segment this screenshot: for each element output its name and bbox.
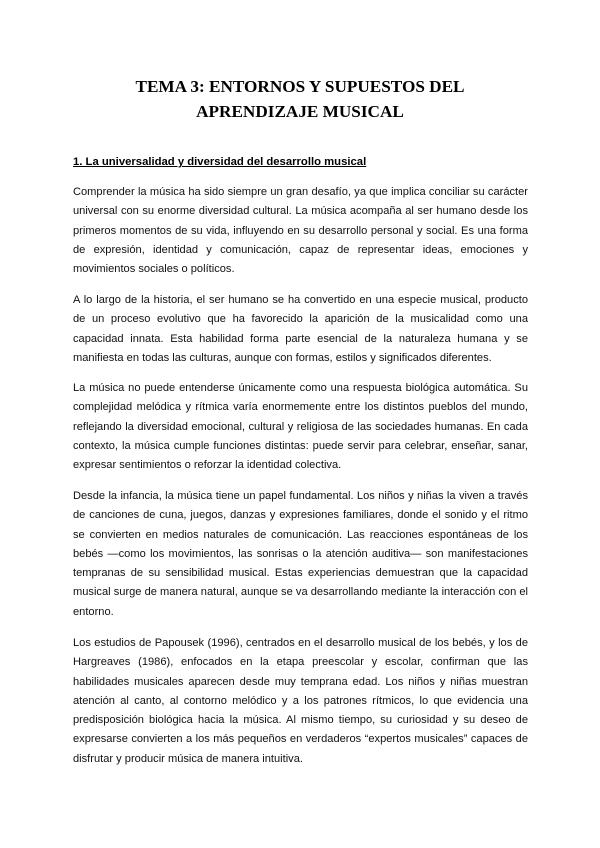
title-line-2: APRENDIZAJE MUSICAL	[196, 102, 404, 121]
title-line-1: TEMA 3: ENTORNOS Y SUPUESTOS DEL	[135, 77, 465, 96]
paragraph-1: Comprender la música ha sido siempre un gran desafío, ya que implica conciliar su carácter universal con su enorme diversidad cultural. La música acompaña al ser humano desde los primeros momentos de su vida, influyendo en su desarrollo personal y social. Es una forma de expresión, identidad y comunicación, capaz de representar ideas, emociones y movimientos sociales o políticos.	[73, 186, 528, 276]
paragraph-5: Los estudios de Papousek (1996), centrados en el desarrollo musical de los bebés, y los de Hargreaves (1986), enfocados en la etapa preescolar y escolar, confirman que las habilidades musicales aparecen desde muy temprana edad. Los niños y niñas muestran atención al canto, al contorno melódico y a los patrones rítmicos, lo que evidencia una predisposición biológica hacia la música. Al mismo tiempo, su curiosidad y su deseo de expresarse convierten a los más pequeños en verdaderos “expertos musicales” capaces de disfrutar y producir música de manera intuitiva.	[73, 637, 528, 765]
section-heading: 1. La universalidad y diversidad del desarrollo musical	[73, 156, 367, 168]
page-title	[60, 74, 540, 124]
paragraph-2: A lo largo de la historia, el ser humano se ha convertido en una especie musical, producto de un proceso evolutivo que ha favorecido la aparición de la musicalidad como una capacidad innata. Esta habilidad forma parte esencial de la naturaleza humana y se manifiesta en todas las culturas, aunque con formas, estilos y significados diferentes.	[73, 294, 528, 364]
paragraph-4: Desde la infancia, la música tiene un papel fundamental. Los niños y niñas la viven a través de canciones de cuna, juegos, danzas y expresiones familiares, donde el sonido y el ritmo se convierten en medios naturales de comunicación. Las reacciones espontáneas de los bebés —como los movimientos, las sonrisas o la atención auditiva— son manifestaciones tempranas de su sensibilidad musical. Estas experiencias demuestran que la capacidad musical surge de manera natural, aunque se va desarrollando mediante la interacción con el entorno.	[73, 490, 528, 618]
paragraph-3: La música no puede entenderse únicamente como una respuesta biológica automática. Su complejidad melódica y rítmica varía enormemente entre los distintos pueblos del mundo, reflejando la diversidad emocional, cultural y religiosa de las sociedades humanas. En cada contexto, la música cumple funciones distintas: puede servir para celebrar, enseñar, sanar, expresar sentimientos o reforzar la identidad colectiva.	[73, 382, 528, 472]
